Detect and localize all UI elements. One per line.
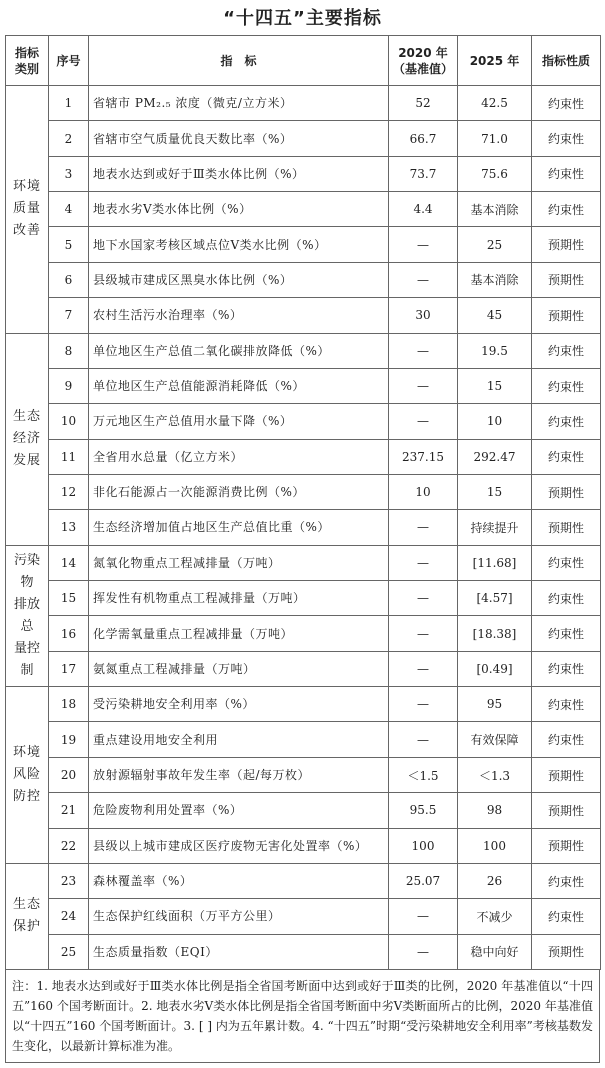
row-number: 18: [49, 687, 89, 722]
row-number: 3: [49, 156, 89, 191]
indicator-name: 农村生活污水治理率（%）: [89, 298, 389, 333]
indicator-name: 地下水国家考核区域点位Ⅴ类水比例（%）: [89, 227, 389, 262]
value-2020: —: [389, 333, 458, 368]
value-2020: —: [389, 368, 458, 403]
indicator-property: 约束性: [532, 545, 601, 580]
row-number: 14: [49, 545, 89, 580]
table-row: [6, 156, 601, 191]
indicator-property: 约束性: [532, 192, 601, 227]
table-row: [6, 616, 601, 651]
indicator-name: 地表水达到或好于Ⅲ类水体比例（%）: [89, 156, 389, 191]
indicator-property: 预期性: [532, 227, 601, 262]
value-2025: 基本消除: [458, 262, 532, 297]
value-2020: 73.7: [389, 156, 458, 191]
value-2025: 有效保障: [458, 722, 532, 757]
value-2020: —: [389, 227, 458, 262]
table-row: [6, 545, 601, 580]
indicator-property: 预期性: [532, 934, 601, 969]
header-index: 序号: [49, 36, 89, 86]
indicator-property: 约束性: [532, 722, 601, 757]
value-2020: 52: [389, 86, 458, 121]
indicator-property: 预期性: [532, 298, 601, 333]
table-row: [6, 651, 601, 686]
indicator-name: 生态经济增加值占地区生产总值比重（%）: [89, 510, 389, 545]
indicator-name: 放射源辐射事故年发生率（起/每万枚）: [89, 757, 389, 792]
value-2025: 19.5: [458, 333, 532, 368]
indicator-name: 危险废物利用处置率（%）: [89, 793, 389, 828]
indicator-property: 预期性: [532, 757, 601, 792]
table-row: [6, 474, 601, 509]
table-row: [6, 722, 601, 757]
table-row: [6, 828, 601, 863]
value-2020: —: [389, 934, 458, 969]
indicator-table: [5, 35, 601, 970]
row-number: 24: [49, 899, 89, 934]
indicator-property: 约束性: [532, 86, 601, 121]
row-number: 10: [49, 404, 89, 439]
indicator-name: 省辖市 PM₂.₅ 浓度（微克/立方米）: [89, 86, 389, 121]
value-2020: 66.7: [389, 121, 458, 156]
indicator-name: 单位地区生产总值能源消耗降低（%）: [89, 368, 389, 403]
value-2020: —: [389, 722, 458, 757]
table-row: [6, 86, 601, 121]
table-row: [6, 863, 601, 898]
value-2020: 95.5: [389, 793, 458, 828]
value-2020: —: [389, 545, 458, 580]
table-row: [6, 121, 601, 156]
indicator-property: 约束性: [532, 156, 601, 191]
value-2020: 100: [389, 828, 458, 863]
indicator-name: 氮氧化物重点工程减排量（万吨）: [89, 545, 389, 580]
indicator-name: 县级以上城市建成区医疗废物无害化处置率（%）: [89, 828, 389, 863]
value-2025: 持续提升: [458, 510, 532, 545]
header-2020: 2020 年 （基准值）: [389, 36, 458, 86]
indicator-property: 约束性: [532, 616, 601, 651]
table-header-row: [6, 36, 601, 86]
row-number: 2: [49, 121, 89, 156]
page-title: “十四五”主要指标: [223, 8, 382, 29]
value-2025: 15: [458, 368, 532, 403]
row-number: 20: [49, 757, 89, 792]
table-row: [6, 192, 601, 227]
indicator-property: 约束性: [532, 368, 601, 403]
indicator-property: 约束性: [532, 581, 601, 616]
header-category: 指标 类别: [6, 36, 49, 86]
row-number: 23: [49, 863, 89, 898]
indicator-name: 森林覆盖率（%）: [89, 863, 389, 898]
table-row: [6, 793, 601, 828]
indicator-name: 省辖市空气质量优良天数比率（%）: [89, 121, 389, 156]
value-2025: 45: [458, 298, 532, 333]
category-cell: 环境 风险 防控: [6, 687, 49, 864]
row-number: 4: [49, 192, 89, 227]
value-2020: 25.07: [389, 863, 458, 898]
row-number: 13: [49, 510, 89, 545]
table-row: [6, 687, 601, 722]
value-2020: —: [389, 651, 458, 686]
indicator-name: 万元地区生产总值用水量下降（%）: [89, 404, 389, 439]
indicator-name: 单位地区生产总值二氧化碳排放降低（%）: [89, 333, 389, 368]
value-2025: 15: [458, 474, 532, 509]
row-number: 25: [49, 934, 89, 969]
value-2020: 4.4: [389, 192, 458, 227]
category-cell: 环境 质量 改善: [6, 86, 49, 334]
value-2025: 基本消除: [458, 192, 532, 227]
value-2025: [18.38]: [458, 616, 532, 651]
row-number: 6: [49, 262, 89, 297]
indicator-property: 约束性: [532, 899, 601, 934]
table-row: [6, 439, 601, 474]
value-2020: —: [389, 404, 458, 439]
value-2025: 71.0: [458, 121, 532, 156]
indicator-property: 预期性: [532, 474, 601, 509]
indicator-name: 受污染耕地安全利用率（%）: [89, 687, 389, 722]
value-2025: 10: [458, 404, 532, 439]
indicator-property: 预期性: [532, 828, 601, 863]
row-number: 21: [49, 793, 89, 828]
header-property: 指标性质: [532, 36, 601, 86]
value-2025: 25: [458, 227, 532, 262]
value-2020: —: [389, 581, 458, 616]
table-row: [6, 333, 601, 368]
value-2020: —: [389, 262, 458, 297]
value-2025: [11.68]: [458, 545, 532, 580]
row-number: 12: [49, 474, 89, 509]
value-2020: ＜1.5: [389, 757, 458, 792]
indicator-property: 约束性: [532, 121, 601, 156]
value-2020: —: [389, 510, 458, 545]
category-cell: 生态 经济 发展: [6, 333, 49, 545]
table-row: [6, 227, 601, 262]
value-2025: 不减少: [458, 899, 532, 934]
footnote: 注：1. 地表水达到或好于Ⅲ类水体比例是指全省国考断面中达到或好于Ⅲ类的比例，2020 年基准值以“十四五”160 个国考断面计。2. 地表水劣Ⅴ类水体比例是指全省国考断面中劣Ⅴ类断面所占的比例，2020 年基准值以“十四五”160 个国考断面计。3. [ ] 内为五年累计数。4. “十四五”时期“受污染耕地安全利用率”考核基数发生变化，以最新计算标准为准。: [5, 970, 600, 1063]
indicator-name: 化学需氧量重点工程减排量（万吨）: [89, 616, 389, 651]
table-body: [6, 86, 601, 970]
indicator-property: 约束性: [532, 333, 601, 368]
indicator-property: 约束性: [532, 863, 601, 898]
table-row: [6, 262, 601, 297]
table-row: [6, 581, 601, 616]
value-2025: 95: [458, 687, 532, 722]
indicator-name: 地表水劣Ⅴ类水体比例（%）: [89, 192, 389, 227]
indicator-name: 重点建设用地安全利用: [89, 722, 389, 757]
indicator-property: 约束性: [532, 404, 601, 439]
table-row: [6, 757, 601, 792]
value-2025: ＜1.3: [458, 757, 532, 792]
value-2020: 30: [389, 298, 458, 333]
indicator-property: 预期性: [532, 262, 601, 297]
value-2020: 10: [389, 474, 458, 509]
indicator-name: 挥发性有机物重点工程减排量（万吨）: [89, 581, 389, 616]
indicator-property: 约束性: [532, 439, 601, 474]
value-2025: [4.57]: [458, 581, 532, 616]
row-number: 8: [49, 333, 89, 368]
value-2025: 100: [458, 828, 532, 863]
row-number: 11: [49, 439, 89, 474]
table-row: [6, 404, 601, 439]
value-2025: 98: [458, 793, 532, 828]
value-2025: [0.49]: [458, 651, 532, 686]
value-2025: 42.5: [458, 86, 532, 121]
indicator-property: 约束性: [532, 687, 601, 722]
indicator-name: 生态保护红线面积（万平方公里）: [89, 899, 389, 934]
table-row: [6, 510, 601, 545]
value-2025: 稳中向好: [458, 934, 532, 969]
value-2025: 26: [458, 863, 532, 898]
row-number: 22: [49, 828, 89, 863]
row-number: 17: [49, 651, 89, 686]
table-row: [6, 899, 601, 934]
indicator-name: 生态质量指数（EQI）: [89, 934, 389, 969]
value-2020: —: [389, 899, 458, 934]
indicator-property: 预期性: [532, 510, 601, 545]
row-number: 15: [49, 581, 89, 616]
value-2020: —: [389, 687, 458, 722]
value-2025: 292.47: [458, 439, 532, 474]
value-2020: —: [389, 616, 458, 651]
row-number: 19: [49, 722, 89, 757]
table-row: [6, 934, 601, 969]
table-row: [6, 368, 601, 403]
row-number: 5: [49, 227, 89, 262]
indicator-property: 约束性: [532, 651, 601, 686]
value-2020: 237.15: [389, 439, 458, 474]
indicator-property: 预期性: [532, 793, 601, 828]
category-cell: 生态 保护: [6, 863, 49, 969]
row-number: 16: [49, 616, 89, 651]
indicator-name: 县级城市建成区黑臭水体比例（%）: [89, 262, 389, 297]
row-number: 1: [49, 86, 89, 121]
indicator-name: 氨氮重点工程减排量（万吨）: [89, 651, 389, 686]
category-cell: 污染物 排放总 量控制: [6, 545, 49, 686]
indicator-name: 非化石能源占一次能源消费比例（%）: [89, 474, 389, 509]
row-number: 9: [49, 368, 89, 403]
row-number: 7: [49, 298, 89, 333]
header-2025: 2025 年: [458, 36, 532, 86]
value-2025: 75.6: [458, 156, 532, 191]
header-indicator: 指 标: [89, 36, 389, 86]
table-row: [6, 298, 601, 333]
indicator-name: 全省用水总量（亿立方米）: [89, 439, 389, 474]
